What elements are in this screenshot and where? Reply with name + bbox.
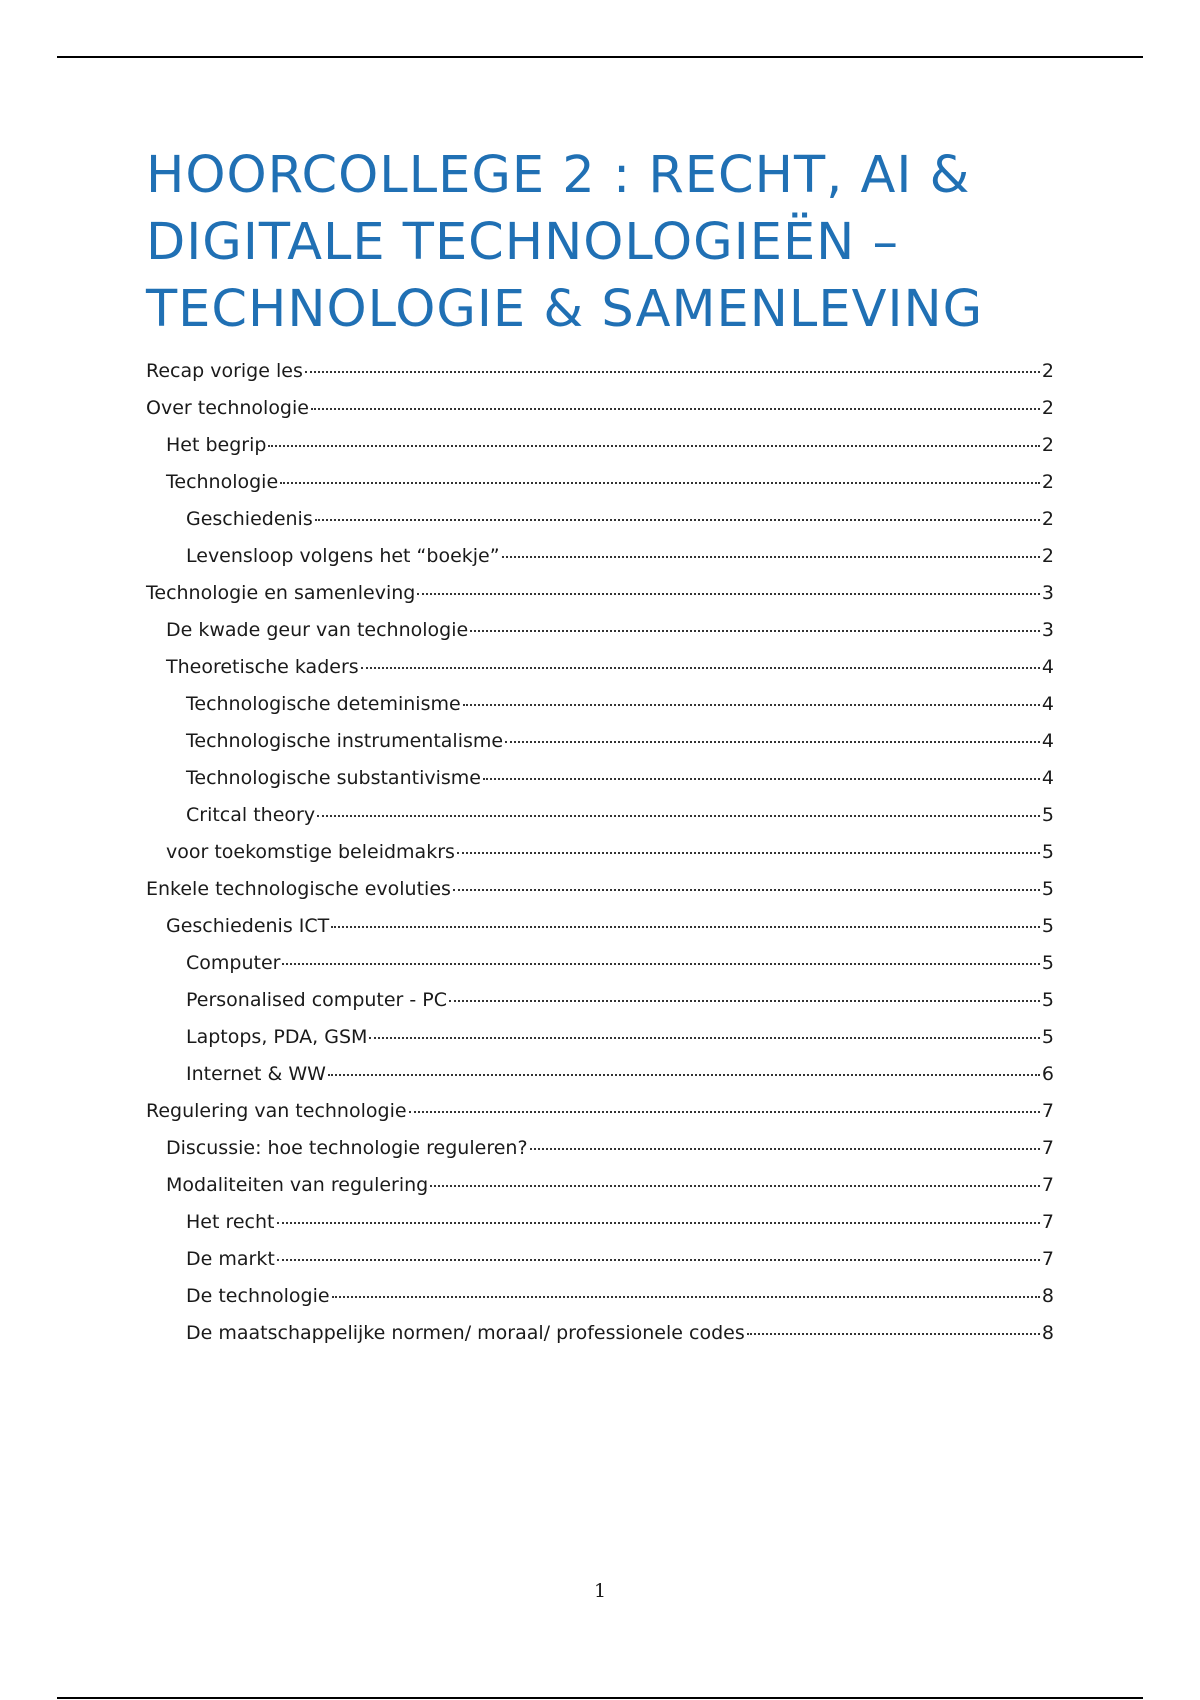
- toc-entry[interactable]: [146, 545, 1054, 582]
- toc-dot-leader: [457, 852, 1040, 854]
- toc-entry-page[interactable]: 2: [1041, 434, 1054, 456]
- toc-entry-label[interactable]: Discussie: hoe technologie reguleren?: [166, 1137, 528, 1159]
- toc-entry[interactable]: [146, 693, 1054, 730]
- toc-entry[interactable]: [146, 582, 1054, 619]
- toc-entry-label[interactable]: Critcal theory: [186, 804, 316, 826]
- toc-entry[interactable]: [146, 1026, 1054, 1063]
- toc-dot-leader: [463, 704, 1040, 706]
- toc-entry-page[interactable]: 5: [1041, 989, 1054, 1011]
- toc-entry[interactable]: [146, 1174, 1054, 1211]
- toc-entry-page[interactable]: 4: [1041, 656, 1054, 678]
- toc-dot-leader: [282, 963, 1039, 965]
- toc-entry[interactable]: [146, 619, 1054, 656]
- toc-dot-leader: [502, 556, 1040, 558]
- toc-entry-page[interactable]: 2: [1041, 360, 1054, 382]
- toc-entry[interactable]: [146, 1100, 1054, 1137]
- table-of-contents: [146, 360, 1054, 1359]
- toc-entry-page[interactable]: 4: [1041, 767, 1054, 789]
- toc-entry-label[interactable]: Technologie en samenleving: [146, 582, 416, 604]
- title-line: HOORCOLLEGE 2 : RECHT, AI &: [146, 146, 971, 205]
- toc-entry-page[interactable]: 7: [1041, 1100, 1054, 1122]
- document-title: [146, 142, 1086, 343]
- toc-entry-page[interactable]: 6: [1041, 1063, 1054, 1085]
- toc-dot-leader: [332, 1296, 1040, 1298]
- toc-entry[interactable]: [146, 397, 1054, 434]
- toc-dot-leader: [280, 482, 1040, 484]
- toc-dot-leader: [505, 741, 1040, 743]
- toc-entry-page[interactable]: 3: [1041, 619, 1054, 641]
- toc-entry[interactable]: [146, 434, 1054, 471]
- toc-entry[interactable]: [146, 471, 1054, 508]
- toc-dot-leader: [483, 778, 1040, 780]
- toc-dot-leader: [277, 1222, 1040, 1224]
- title-line: DIGITALE TECHNOLOGIEËN –: [146, 213, 900, 272]
- toc-entry[interactable]: [146, 767, 1054, 804]
- toc-entry-label[interactable]: Recap vorige les: [146, 360, 303, 382]
- toc-dot-leader: [305, 371, 1040, 373]
- toc-entry-page[interactable]: 5: [1041, 1026, 1054, 1048]
- toc-dot-leader: [530, 1148, 1040, 1150]
- toc-dot-leader: [430, 1185, 1040, 1187]
- toc-dot-leader: [369, 1037, 1039, 1039]
- toc-entry-label[interactable]: Modaliteiten van regulering: [166, 1174, 429, 1196]
- header-rule: [57, 56, 1143, 58]
- toc-entry-page[interactable]: 5: [1041, 804, 1054, 826]
- toc-entry-page[interactable]: 5: [1041, 952, 1054, 974]
- toc-entry-page[interactable]: 2: [1041, 471, 1054, 493]
- toc-entry-label[interactable]: Over technologie: [146, 397, 309, 419]
- toc-entry-label[interactable]: Laptops, PDA, GSM: [186, 1026, 368, 1048]
- toc-entry[interactable]: [146, 1211, 1054, 1248]
- title-line: TECHNOLOGIE & SAMENLEVING: [146, 280, 984, 339]
- toc-entry-page[interactable]: 7: [1041, 1248, 1054, 1270]
- toc-dot-leader: [277, 1259, 1040, 1261]
- toc-entry-label[interactable]: Theoretische kaders: [166, 656, 359, 678]
- toc-entry[interactable]: [146, 508, 1054, 545]
- toc-entry-label[interactable]: De maatschappelijke normen/ moraal/ professionele codes: [186, 1322, 745, 1344]
- toc-entry-page[interactable]: 2: [1041, 508, 1054, 530]
- toc-entry-label[interactable]: Levensloop volgens het “boekje”: [186, 545, 500, 567]
- toc-entry-label[interactable]: Geschiedenis ICT: [166, 915, 330, 937]
- toc-entry-page[interactable]: 8: [1041, 1322, 1054, 1344]
- toc-entry-page[interactable]: 4: [1041, 693, 1054, 715]
- toc-entry-label[interactable]: Geschiedenis: [186, 508, 313, 530]
- toc-entry[interactable]: [146, 1285, 1054, 1322]
- toc-entry-page[interactable]: 7: [1041, 1137, 1054, 1159]
- toc-entry[interactable]: [146, 1248, 1054, 1285]
- toc-entry-label[interactable]: Computer: [186, 952, 281, 974]
- footer-rule: [57, 1697, 1143, 1699]
- toc-entry-page[interactable]: 5: [1041, 915, 1054, 937]
- toc-dot-leader: [417, 593, 1040, 595]
- toc-dot-leader: [315, 519, 1040, 521]
- toc-dot-leader: [453, 889, 1040, 891]
- toc-entry-label[interactable]: Het begrip: [166, 434, 267, 456]
- toc-entry[interactable]: [146, 915, 1054, 952]
- toc-entry-label[interactable]: De markt: [186, 1248, 275, 1270]
- toc-dot-leader: [311, 408, 1040, 410]
- toc-entry-page[interactable]: 2: [1041, 545, 1054, 567]
- toc-dot-leader: [317, 815, 1040, 817]
- toc-entry-label[interactable]: Technologische deteminisme: [186, 693, 461, 715]
- toc-entry-label[interactable]: De technologie: [186, 1285, 330, 1307]
- toc-entry-label[interactable]: Technologische substantivisme: [186, 767, 481, 789]
- page-number: 1: [593, 1580, 607, 1602]
- toc-entry[interactable]: [146, 360, 1054, 397]
- toc-entry[interactable]: [146, 878, 1054, 915]
- toc-entry[interactable]: [146, 656, 1054, 693]
- toc-entry-page[interactable]: 5: [1041, 878, 1054, 900]
- toc-dot-leader: [268, 445, 1039, 447]
- toc-entry-label[interactable]: Technologie: [166, 471, 279, 493]
- toc-entry[interactable]: [146, 804, 1054, 841]
- toc-entry[interactable]: [146, 841, 1054, 878]
- toc-entry[interactable]: [146, 1322, 1054, 1359]
- toc-entry[interactable]: [146, 1137, 1054, 1174]
- toc-entry-label[interactable]: Enkele technologische evoluties: [146, 878, 451, 900]
- toc-dot-leader: [361, 667, 1040, 669]
- toc-entry[interactable]: [146, 989, 1054, 1026]
- toc-entry-label[interactable]: Het recht: [186, 1211, 275, 1233]
- toc-entry-page[interactable]: 8: [1041, 1285, 1054, 1307]
- toc-entry-page[interactable]: 3: [1041, 582, 1054, 604]
- toc-entry-label[interactable]: Personalised computer - PC: [186, 989, 448, 1011]
- toc-entry[interactable]: [146, 952, 1054, 989]
- toc-entry-label[interactable]: Regulering van technologie: [146, 1100, 407, 1122]
- toc-entry-label[interactable]: De kwade geur van technologie: [166, 619, 469, 641]
- toc-entry-page[interactable]: 7: [1041, 1211, 1054, 1233]
- toc-dot-leader: [409, 1111, 1040, 1113]
- toc-dot-leader: [328, 1074, 1040, 1076]
- toc-entry-page[interactable]: 5: [1041, 841, 1054, 863]
- toc-entry-label[interactable]: Technologische instrumentalisme: [186, 730, 504, 752]
- toc-entry[interactable]: [146, 730, 1054, 767]
- toc-entry[interactable]: [146, 1063, 1054, 1100]
- toc-entry-page[interactable]: 7: [1041, 1174, 1054, 1196]
- toc-dot-leader: [747, 1333, 1040, 1335]
- toc-dot-leader: [331, 926, 1040, 928]
- toc-dot-leader: [470, 630, 1040, 632]
- toc-entry-page[interactable]: 4: [1041, 730, 1054, 752]
- toc-entry-label[interactable]: voor toekomstige beleidmakrs: [166, 841, 455, 863]
- toc-entry-page[interactable]: 2: [1041, 397, 1054, 419]
- toc-dot-leader: [449, 1000, 1040, 1002]
- toc-entry-label[interactable]: Internet & WW: [186, 1063, 326, 1085]
